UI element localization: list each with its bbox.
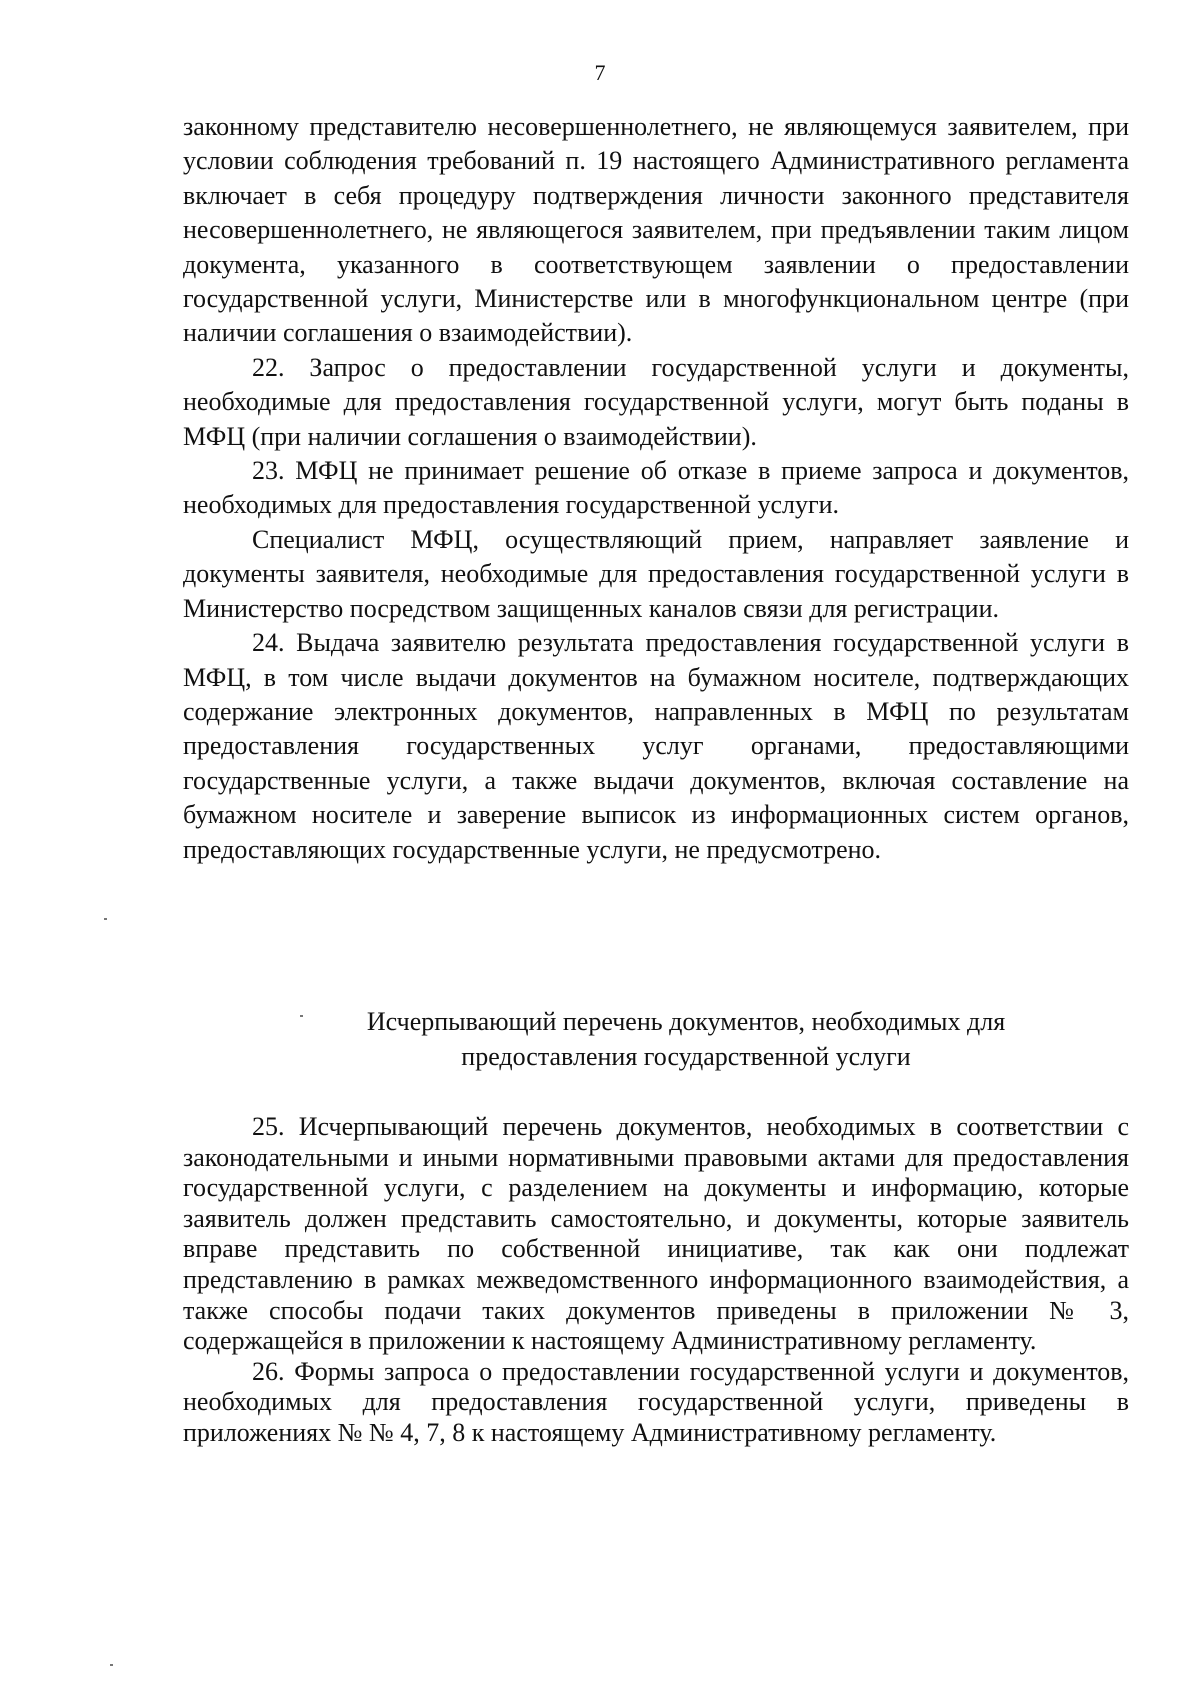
section-heading-line-2: предоставления государственной услуги [461, 1042, 911, 1071]
scan-speck [300, 1015, 303, 1017]
scan-speck [104, 918, 107, 920]
paragraph-25: 25. Исчерпывающий перечень документов, необходимых в соответствии с законодательными и иными нормативными правовыми актами для предоставления государственной услуги, с разделением на документы и информацию, которые заявитель должен представить самостоятельно, и документы, которые заявитель вправе представить по собственной инициативе, так как они подлежат представлению в рамках межведомственного информационного взаимодействия, а также способы подачи таких документов приведены в приложении № 3, содержащейся в приложении к настоящему Административному регламенту. [183, 1112, 1129, 1356]
paragraph-26: 26. Формы запроса о предоставлении государственной услуги и документов, необходимых для предоставления государственной услуги, приведены в приложениях № № 4, 7, 8 к настоящему Административному регламенту. [183, 1356, 1129, 1447]
section-heading [183, 1004, 1129, 1074]
page-number: 7 [594, 60, 606, 85]
document-body-section-1 [183, 110, 1129, 867]
document-body-section-2 [183, 1112, 1129, 1449]
paragraph-24: 24. Выдача заявителю результата предоставления государственной услуги в МФЦ, в том числе выдачи документов на бумажном носителе, подтверждающих содержание электронных документов, направленных в МФЦ по результатам предоставления государственных услуг органами, предоставляющими государственные услуги, а также выдачи документов, включая составление на бумажном носителе и заверение выписок из информационных систем органов, предоставляющих государственные услуги, не предусмотрено. [183, 628, 1129, 864]
paragraph-23: 23. МФЦ не принимает решение об отказе в приеме запроса и документов, необходимых для предоставления государственной услуги. [183, 456, 1129, 520]
section-heading-line-1: Исчерпывающий перечень документов, необходимых для [366, 1007, 1006, 1036]
paragraph-23-specialist: Специалист МФЦ, осуществляющий прием, направляет заявление и документы заявителя, необходимые для предоставления государственной услуги в Министерство посредством защищенных каналов связи для регистрации. [183, 524, 1129, 623]
paragraph-continuation: законному представителю несовершеннолетнего, не являющемуся заявителем, при условии соблюдения требований п. 19 настоящего Административного регламента включает в себя процедуру подтверждения личности законного представителя несовершеннолетнего, не являющегося заявителем, при предъявлении таким лицом документа, указанного в соответствующем заявлении о предоставлении государственной услуги, Министерстве или в многофункциональном центре (при наличии соглашения о взаимодействии). [183, 112, 1129, 348]
paragraph-22: 22. Запрос о предоставлении государственной услуги и документы, необходимые для предоставления государственной услуги, могут быть поданы в МФЦ (при наличии соглашения о взаимодействии). [183, 352, 1129, 451]
scan-speck [110, 1664, 113, 1666]
